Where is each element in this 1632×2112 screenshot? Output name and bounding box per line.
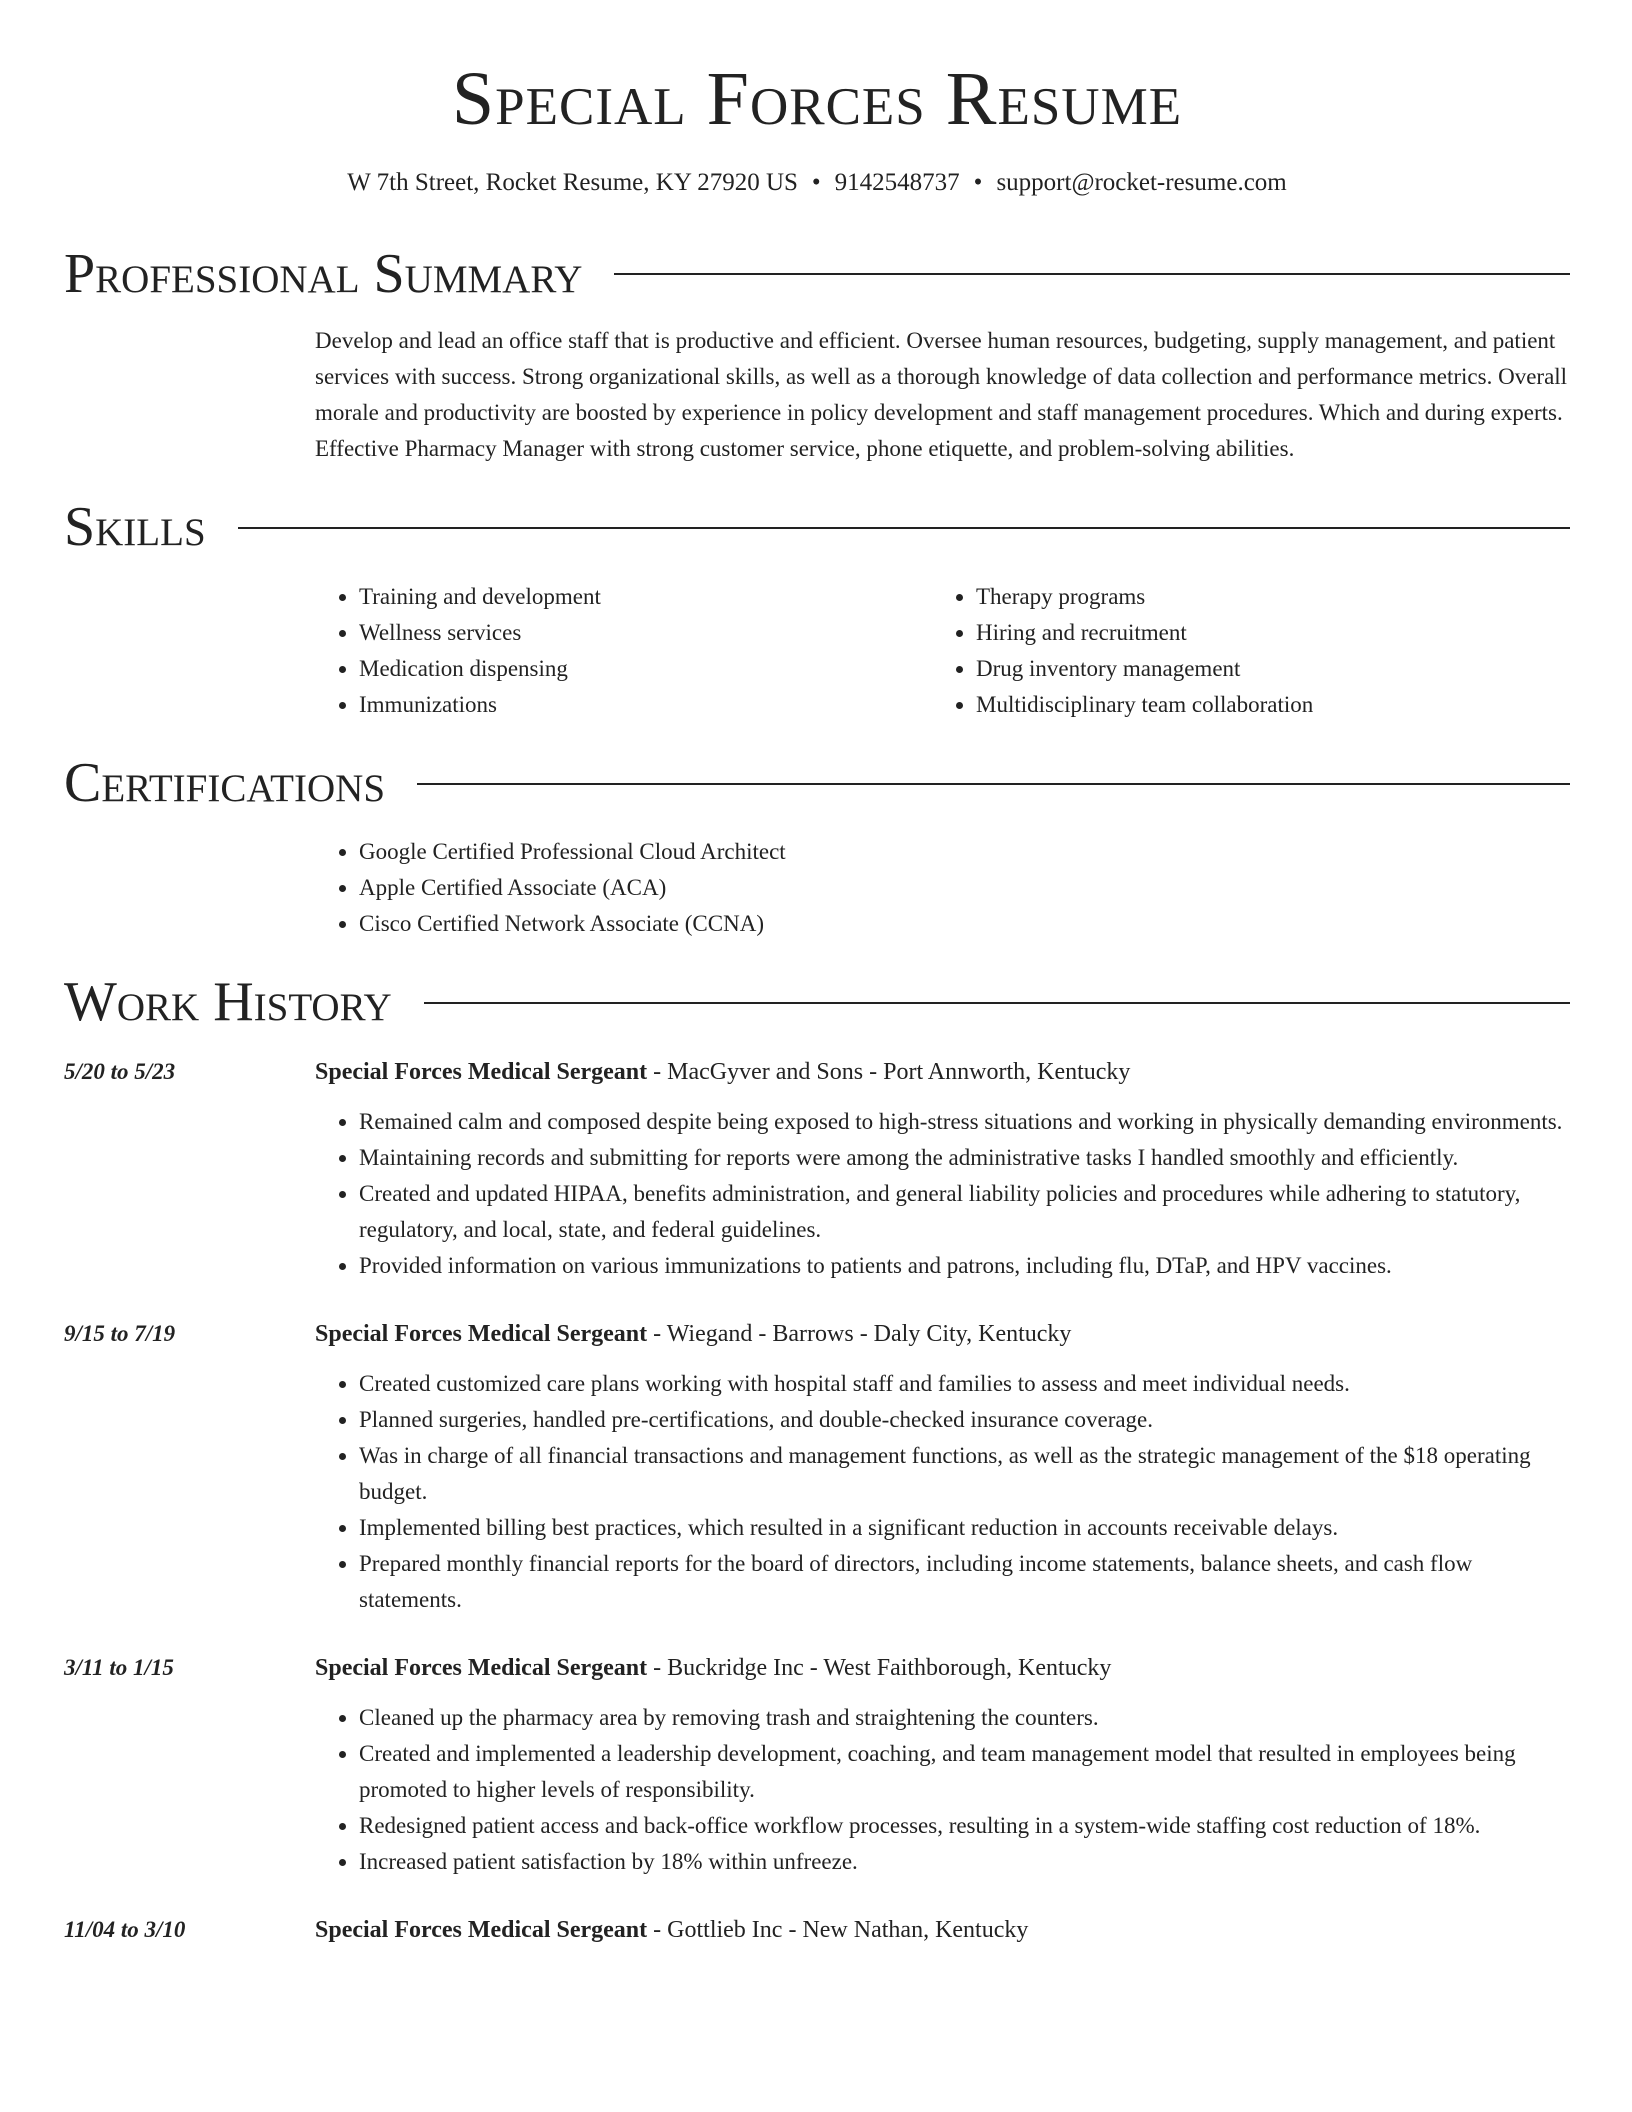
skill-item: • Therapy programs	[976, 579, 1570, 615]
job-bullet: • Cleaned up the pharmacy area by removing trash and straightening the counters.	[359, 1700, 1570, 1736]
job-bullet: • Remained calm and composed despite being exposed to high-stress situations and working in physically demanding environments.	[359, 1104, 1570, 1140]
job-employer: - Gottlieb Inc - New Nathan, Kentucky	[647, 1916, 1029, 1943]
job-title-line	[315, 1912, 1570, 1948]
job-title: Special Forces Medical Sergeant	[315, 1320, 648, 1347]
section-divider	[417, 783, 1570, 785]
skill-item: • Medication dispensing	[359, 651, 932, 687]
job-bullets	[315, 1104, 1570, 1284]
job-details	[315, 1316, 1570, 1618]
contact-line	[64, 168, 1570, 198]
summary-heading: Professional Summary	[64, 242, 583, 305]
job-employer: - MacGyver and Sons - Port Annworth, Kentucky	[647, 1058, 1131, 1085]
job-title: Special Forces Medical Sergeant	[315, 1654, 648, 1681]
contact-phone: 9142548737	[834, 168, 960, 196]
job-bullet: • Prepared monthly financial reports for the board of directors, including income statements, balance sheets, and cash flow statements.	[359, 1546, 1570, 1618]
contact-email: support@rocket-resume.com	[996, 168, 1287, 196]
skills-heading-row	[64, 497, 1570, 559]
certification-item: • Cisco Certified Network Associate (CCNA)	[359, 906, 1570, 942]
skills-column-left	[315, 579, 932, 723]
certification-item: • Apple Certified Associate (ACA)	[359, 870, 1570, 906]
job-dates: 5/20 to 5/23	[64, 1058, 176, 1084]
certification-item: • Google Certified Professional Cloud Architect	[359, 834, 1570, 870]
job-entry	[64, 1650, 1570, 1880]
job-bullet: • Provided information on various immunizations to patients and patrons, including flu, DTaP, and HPV vaccines.	[359, 1248, 1570, 1284]
job-title-line	[315, 1650, 1570, 1686]
job-bullet: • Was in charge of all financial transactions and management functions, as well as the strategic management of the $18 operating budget.	[359, 1438, 1570, 1510]
resume-page	[64, 0, 1570, 1948]
job-bullets	[315, 1700, 1570, 1880]
section-divider	[238, 527, 1570, 529]
skills-list	[315, 579, 1570, 723]
contact-separator: •	[973, 168, 983, 196]
job-details	[315, 1054, 1570, 1284]
skill-item: • Wellness services	[359, 615, 932, 651]
job-bullet: • Planned surgeries, handled pre-certifications, and double-checked insurance coverage.	[359, 1402, 1570, 1438]
skill-item: • Hiring and recruitment	[976, 615, 1570, 651]
summary-text: Develop and lead an office staff that is productive and efficient. Oversee human resources, budgeting, supply management, and patient services with success. Strong organizational skills, as well as a thorough knowledge of data collection and performance metrics. Overall morale and productivity are boosted by experience in policy development and staff management procedures. Which and during experts. Effective Pharmacy Manager with strong customer service, phone etiquette, and problem-solving abilities.	[315, 328, 1568, 462]
job-dates: 11/04 to 3/10	[64, 1916, 186, 1942]
job-employer: - Wiegand - Barrows - Daly City, Kentucky	[647, 1320, 1072, 1347]
job-employer: - Buckridge Inc - West Faithborough, Kentucky	[647, 1654, 1112, 1681]
job-dates: 9/15 to 7/19	[64, 1320, 176, 1346]
summary-heading-row	[64, 244, 1570, 306]
job-bullet: • Created customized care plans working with hospital staff and families to assess and meet individual needs.	[359, 1366, 1570, 1402]
job-title: Special Forces Medical Sergeant	[315, 1058, 648, 1085]
job-bullet: • Created and implemented a leadership development, coaching, and team management model that resulted in employees being promoted to higher levels of responsibility.	[359, 1736, 1570, 1808]
skills-heading: Skills	[64, 496, 206, 559]
job-entry	[64, 1912, 1570, 1948]
contact-address: W 7th Street, Rocket Resume, KY 27920 US	[347, 168, 798, 196]
certifications-list	[315, 834, 1570, 942]
contact-separator: •	[811, 168, 821, 196]
work-history-heading: Work History	[64, 971, 392, 1034]
skill-item: • Drug inventory management	[976, 651, 1570, 687]
job-details	[315, 1912, 1570, 1948]
skill-item: • Training and development	[359, 579, 932, 615]
job-bullet: • Redesigned patient access and back-office workflow processes, resulting in a system-wide staffing cost reduction of 18%.	[359, 1808, 1570, 1844]
resume-name: Special Forces Resume	[451, 57, 1183, 141]
work-history-heading-row	[64, 972, 1570, 1034]
job-title-line	[315, 1054, 1570, 1090]
job-entry	[64, 1316, 1570, 1618]
job-title-line	[315, 1316, 1570, 1352]
job-bullet: • Increased patient satisfaction by 18% within unfreeze.	[359, 1844, 1570, 1880]
job-dates: 3/11 to 1/15	[64, 1654, 174, 1680]
job-bullet: • Created and updated HIPAA, benefits administration, and general liability policies and procedures while adhering to statutory, regulatory, and local, state, and federal guidelines.	[359, 1176, 1570, 1248]
job-bullets	[315, 1366, 1570, 1618]
skill-item: • Multidisciplinary team collaboration	[976, 687, 1570, 723]
certifications-heading: Certifications	[64, 751, 386, 814]
job-bullet: • Maintaining records and submitting for reports were among the administrative tasks I handled smoothly and efficiently.	[359, 1140, 1570, 1176]
section-divider	[614, 273, 1570, 275]
skill-item: • Immunizations	[359, 687, 932, 723]
skills-column-right	[932, 579, 1570, 723]
job-bullet: • Implemented billing best practices, which resulted in a significant reduction in accounts receivable delays.	[359, 1510, 1570, 1546]
certifications-heading-row	[64, 753, 1570, 815]
job-entry	[64, 1054, 1570, 1284]
section-divider	[424, 1002, 1570, 1004]
job-title: Special Forces Medical Sergeant	[315, 1916, 648, 1943]
job-details	[315, 1650, 1570, 1880]
